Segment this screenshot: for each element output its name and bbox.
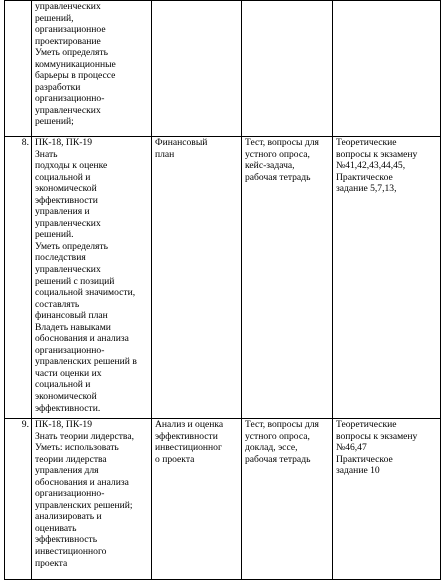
topic-cell xyxy=(152,1,242,137)
assessment-table xyxy=(4,0,441,580)
table-row xyxy=(5,137,441,419)
row-number: 9. xyxy=(5,419,32,580)
assessment-cell: Теоретические вопросы к экзамену №41,42,43,44,45, Практическое задание 5,7,13, xyxy=(333,137,441,419)
assessment-cell xyxy=(333,1,441,137)
topic-cell: Финансовый план xyxy=(152,137,242,419)
competence-cell: управленческих решений, организационное проектирование Уметь определять коммуникационные барьеры в процессе разработки организационно- управленческих решений; xyxy=(32,1,152,137)
assessment-cell: Теоретические вопросы к экзамену №46,47 Практическое задание 10 xyxy=(333,419,441,580)
control-form-cell: Тест, вопросы для устного опроса, доклад, эссе, рабочая тетрадь xyxy=(242,419,333,580)
row-number: 8. xyxy=(5,137,32,419)
competence-cell: ПК-18, ПК-19 Знать подходы к оценке социальной и экономической эффективности управления и управленческих решений. Уметь определять последствия управленческих решений с позиций социальной значимости, составлять финансовый план Владеть навыками обоснования и анализа организационно- управленских решений в части оценки их социальной и экономической эффективности. xyxy=(32,137,152,419)
row-number xyxy=(5,1,32,137)
table-row xyxy=(5,1,441,137)
competence-cell: ПК-18, ПК-19 Знать теории лидерства, Уметь: использовать теории лидерства управления для обоснования и анализа организационно- управленских решений; анализировать и оценивать эффективность инвестиционного проекта xyxy=(32,419,152,580)
control-form-cell xyxy=(242,1,333,137)
topic-cell: Анализ и оценка эффективности инвестиционног о проекта xyxy=(152,419,242,580)
table-row xyxy=(5,419,441,580)
control-form-cell: Тест, вопросы для устного опроса, кейс-задача, рабочая тетрадь xyxy=(242,137,333,419)
